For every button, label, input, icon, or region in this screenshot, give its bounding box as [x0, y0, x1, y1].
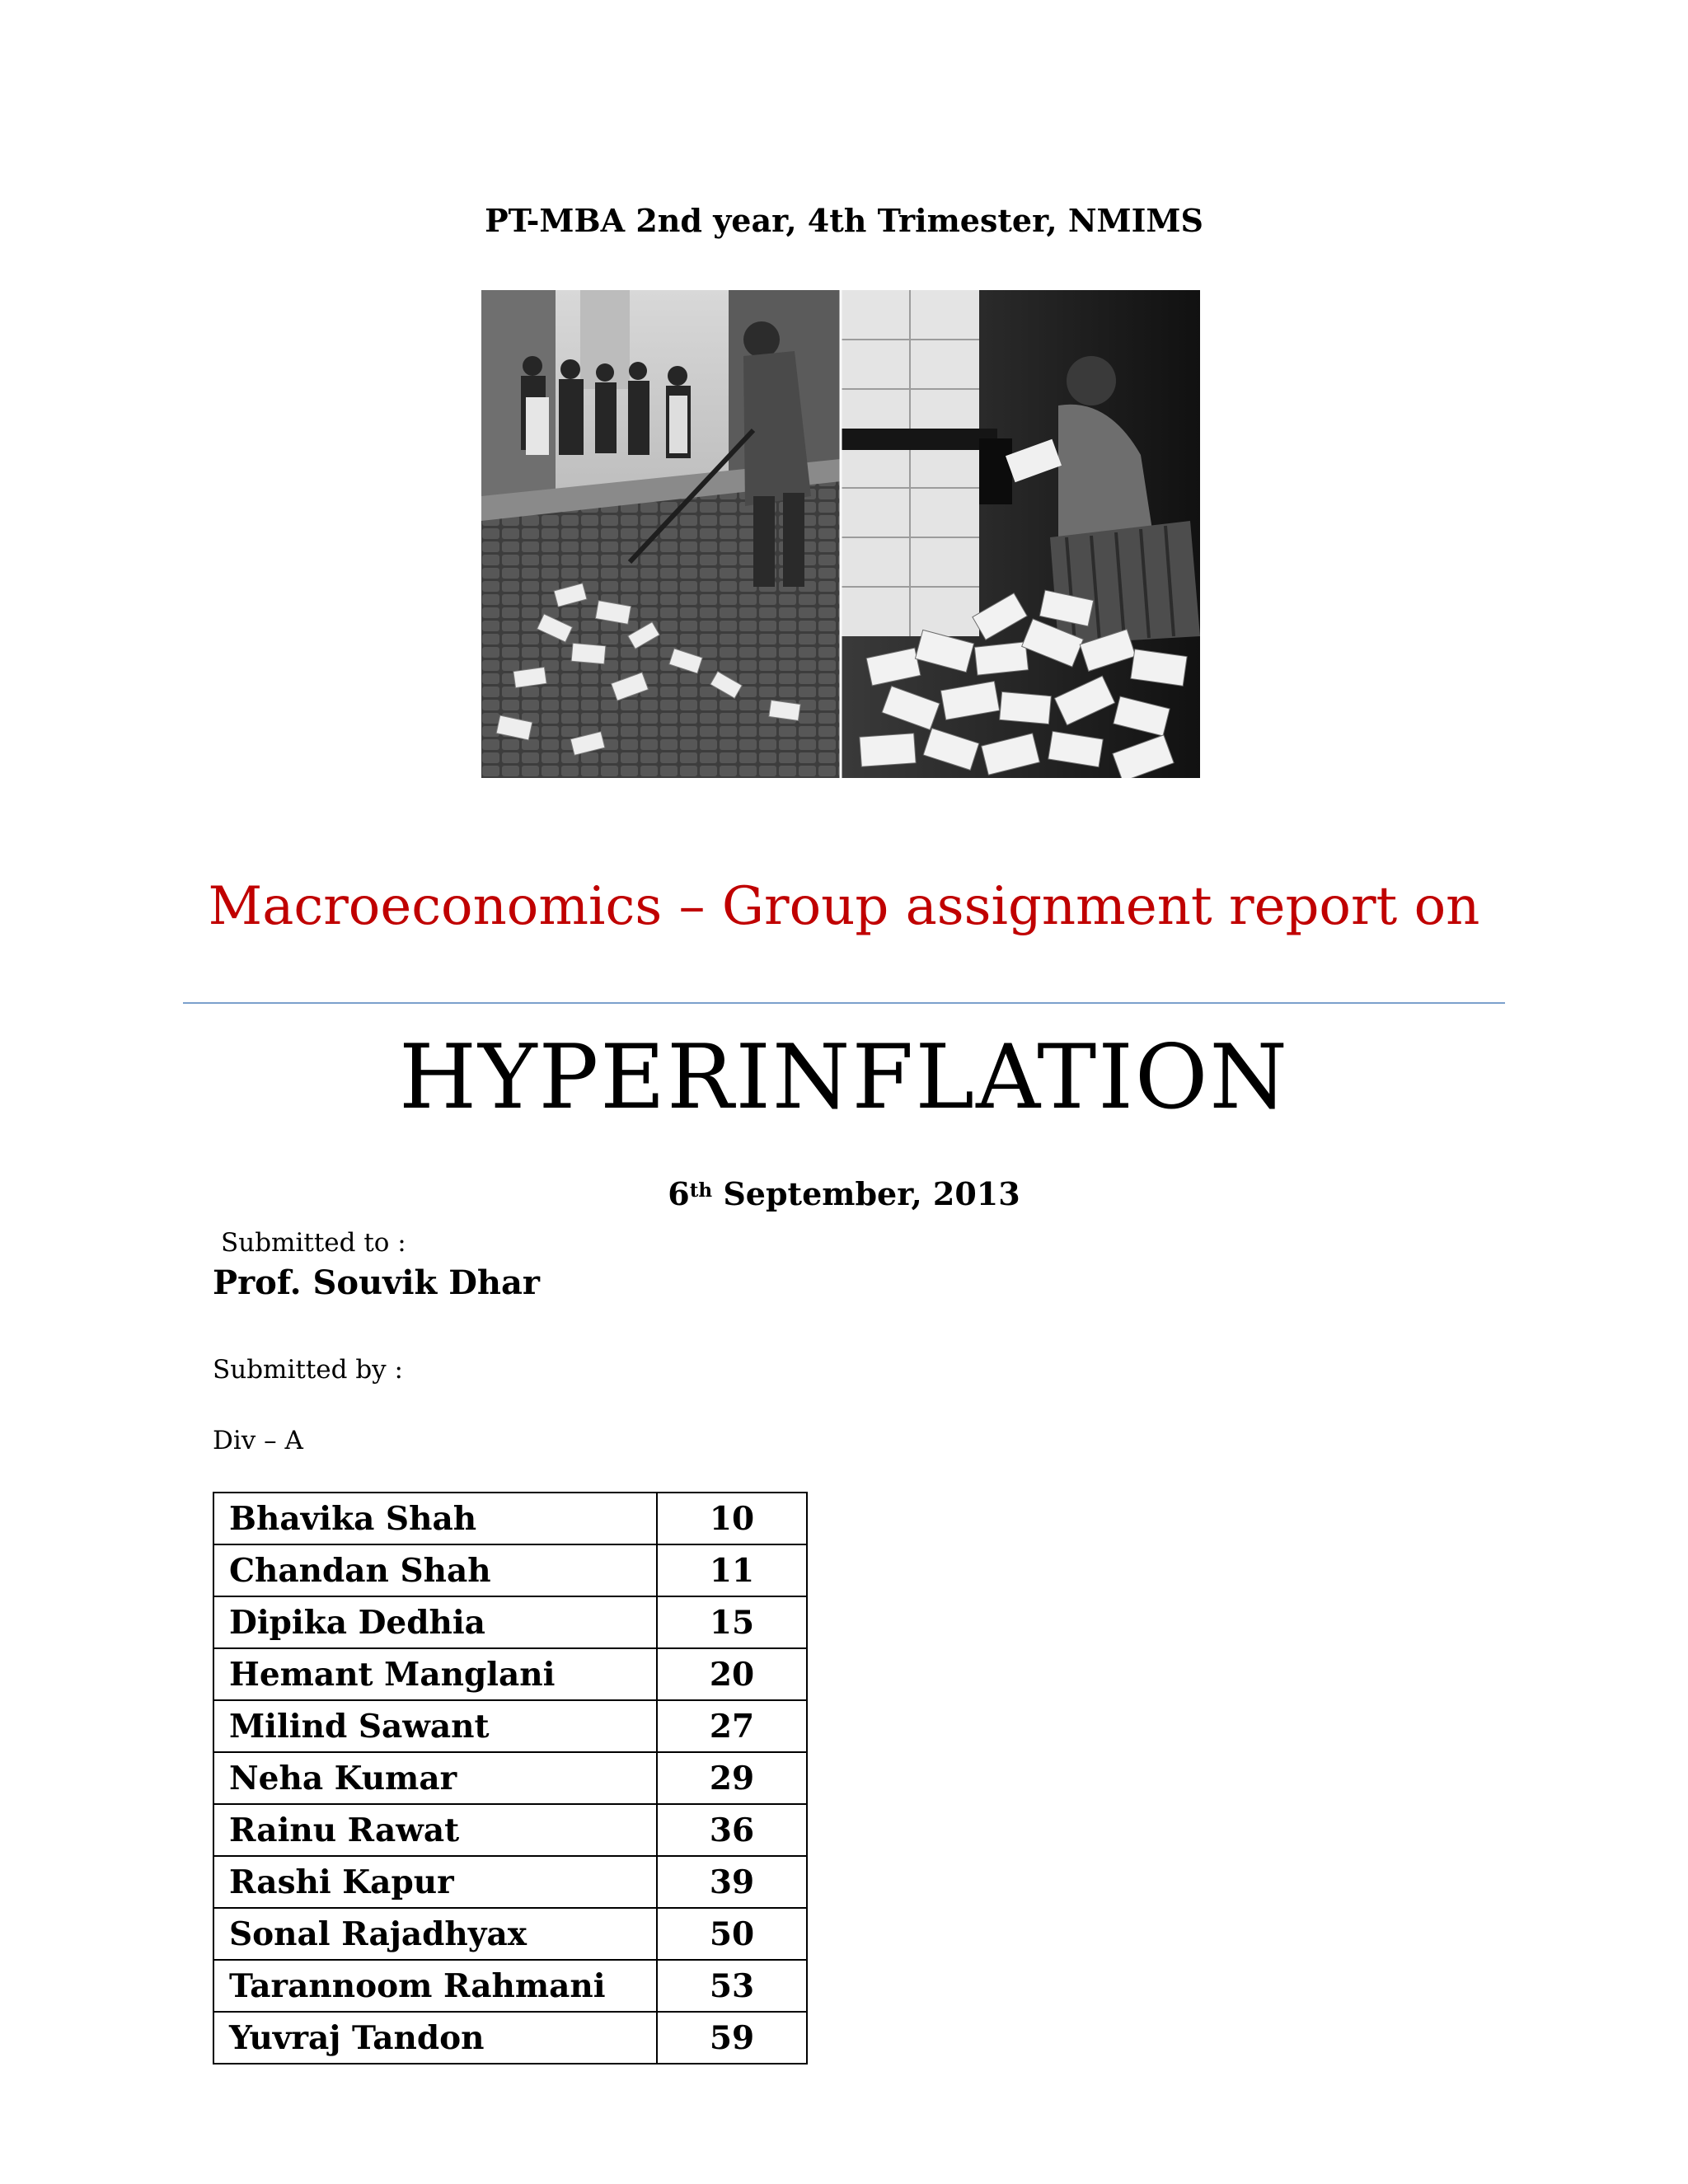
submitted-to-label: Submitted to :: [221, 1228, 406, 1258]
report-subtitle: Macroeconomics – Group assignment report on: [208, 876, 1480, 937]
date-rest: September, 2013: [712, 1175, 1020, 1212]
table-row: [213, 1752, 807, 1804]
submitted-by-label: Submitted by :: [213, 1355, 403, 1385]
member-name: Rainu Rawat: [213, 1804, 657, 1856]
date-suffix: th: [689, 1179, 713, 1202]
member-name: Hemant Manglani: [213, 1648, 657, 1700]
member-name: Tarannoom Rahmani: [213, 1960, 657, 2012]
table-row: [213, 1596, 807, 1648]
date-day: 6: [668, 1175, 690, 1212]
report-title: HYPERINFLATION: [399, 1026, 1289, 1129]
member-roll: 10: [657, 1493, 807, 1544]
table-row: [213, 1908, 807, 1960]
professor-name: Prof. Souvik Dhar: [213, 1263, 540, 1302]
division-label: Div – A: [213, 1426, 303, 1455]
cover-photo: [481, 290, 1200, 778]
table-row: [213, 2012, 807, 2064]
member-name: Chandan Shah: [213, 1544, 657, 1596]
member-name: Bhavika Shah: [213, 1493, 657, 1544]
member-name: Rashi Kapur: [213, 1856, 657, 1908]
member-roll: 59: [657, 2012, 807, 2064]
members-table: [213, 1492, 808, 2064]
member-roll: 15: [657, 1596, 807, 1648]
member-roll: 36: [657, 1804, 807, 1856]
member-name: Milind Sawant: [213, 1700, 657, 1752]
member-name: Yuvraj Tandon: [213, 2012, 657, 2064]
member-roll: 53: [657, 1960, 807, 2012]
member-roll: 11: [657, 1544, 807, 1596]
member-name: Sonal Rajadhyax: [213, 1908, 657, 1960]
submission-date: [0, 1170, 1688, 1218]
program-heading: PT-MBA 2nd year, 4th Trimester, NMIMS: [485, 202, 1203, 239]
member-name: Dipika Dedhia: [213, 1596, 657, 1648]
member-name: Neha Kumar: [213, 1752, 657, 1804]
table-row: [213, 1544, 807, 1596]
table-row: [213, 1856, 807, 1908]
member-roll: 27: [657, 1700, 807, 1752]
table-row: [213, 1493, 807, 1544]
table-row: [213, 1804, 807, 1856]
member-roll: 29: [657, 1752, 807, 1804]
title-divider: [183, 1002, 1505, 1004]
table-row: [213, 1648, 807, 1700]
member-roll: 50: [657, 1908, 807, 1960]
table-row: [213, 1700, 807, 1752]
table-row: [213, 1960, 807, 2012]
member-roll: 20: [657, 1648, 807, 1700]
member-roll: 39: [657, 1856, 807, 1908]
